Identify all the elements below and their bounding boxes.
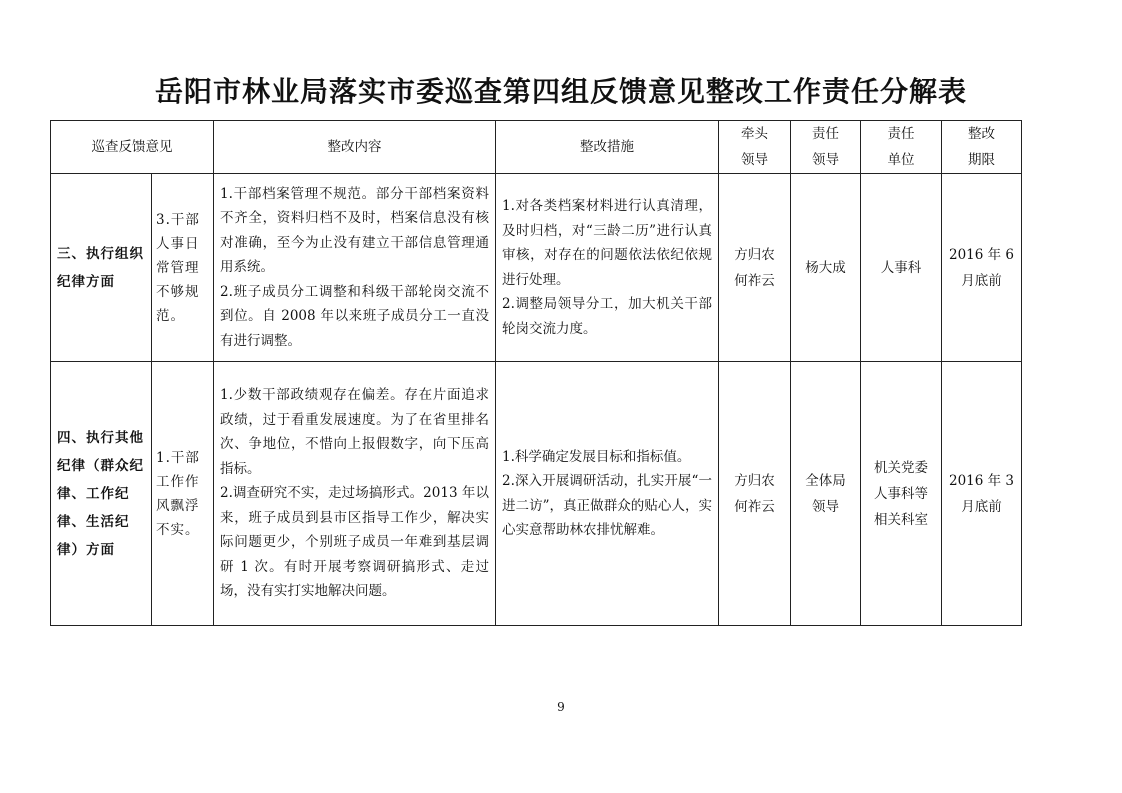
- responsible-unit-cell: 人事科: [861, 174, 942, 362]
- header-feedback: 巡查反馈意见: [51, 121, 214, 174]
- category-cell: 四、执行其他纪律（群众纪律、工作纪律、生活纪律）方面: [51, 362, 152, 626]
- content-paragraph: 1.少数干部政绩观存在偏差。存在片面追求政绩，过于看重发展速度。为了在省里排名次、争地位，不惜向上报假数字，向下压高指标。: [220, 387, 489, 477]
- measure-paragraph: 2.深入开展调研活动，扎实开展“一进二访”，真正做群众的贴心人，实心实意帮助林农排忧解难。: [502, 473, 712, 538]
- header-content: 整改内容: [214, 121, 496, 174]
- responsible-leader-cell: 杨大成: [791, 174, 861, 362]
- table-row: [51, 174, 1022, 362]
- category-cell: 三、执行组织纪律方面: [51, 174, 152, 362]
- subitem-cell: 3.干部人事日常管理不够规范。: [152, 174, 214, 362]
- measure-paragraph: 2.调整局领导分工，加大机关干部轮岗交流力度。: [502, 296, 712, 337]
- measure-paragraph: 1.科学确定发展目标和指标值。: [502, 448, 691, 465]
- content-paragraph: 1.干部档案管理不规范。部分干部档案资料不齐全，资料归档不及时，档案信息没有核对准确，至今为止没有建立干部信息管理通用系统。: [220, 185, 489, 276]
- content-paragraph: 2.班子成员分工调整和科级干部轮岗交流不到位。自 2008 年以来班子成员分工一直没有进行调整。: [220, 283, 489, 349]
- header-deadline: 整改 期限: [942, 121, 1022, 174]
- deadline-cell: 2016 年 3 月底前: [942, 362, 1022, 626]
- responsible-leader-cell: 全体局 领导: [791, 362, 861, 626]
- page-number: 9: [557, 700, 565, 714]
- responsibility-table: [50, 120, 1022, 626]
- table-row: [51, 362, 1022, 626]
- measures-cell: [496, 174, 719, 362]
- content-cell: [214, 362, 496, 626]
- header-lead-leader: 牵头 领导: [719, 121, 791, 174]
- subitem-cell: 1.干部工作作风飘浮不实。: [152, 362, 214, 626]
- content-paragraph: 2.调查研究不实，走过场搞形式。2013 年以来，班子成员到县市区指导工作少，解决实际问题更少，个别班子成员一年难到基层调研 1 次。有时开展考察调研搞形式、走过场，没有实打实地解决问题。: [220, 485, 489, 600]
- header-measures: 整改措施: [496, 121, 719, 174]
- header-row: [51, 121, 1022, 174]
- measure-paragraph: 1.对各类档案材料进行认真清理，及时归档，对“三龄二历”进行认真审核，对存在的问题依法依纪依规进行处理。: [502, 198, 712, 288]
- header-responsible-leader: 责任 领导: [791, 121, 861, 174]
- lead-leader-cell: 方归农 何祚云: [719, 362, 791, 626]
- responsible-unit-cell: 机关党委 人事科等 相关科室: [861, 362, 942, 626]
- lead-leader-cell: 方归农 何祚云: [719, 174, 791, 362]
- deadline-cell: 2016 年 6 月底前: [942, 174, 1022, 362]
- document-title: 岳阳市林业局落实市委巡查第四组反馈意见整改工作责任分解表: [154, 75, 967, 108]
- measures-cell: [496, 362, 719, 626]
- content-cell: [214, 174, 496, 362]
- header-responsible-unit: 责任 单位: [861, 121, 942, 174]
